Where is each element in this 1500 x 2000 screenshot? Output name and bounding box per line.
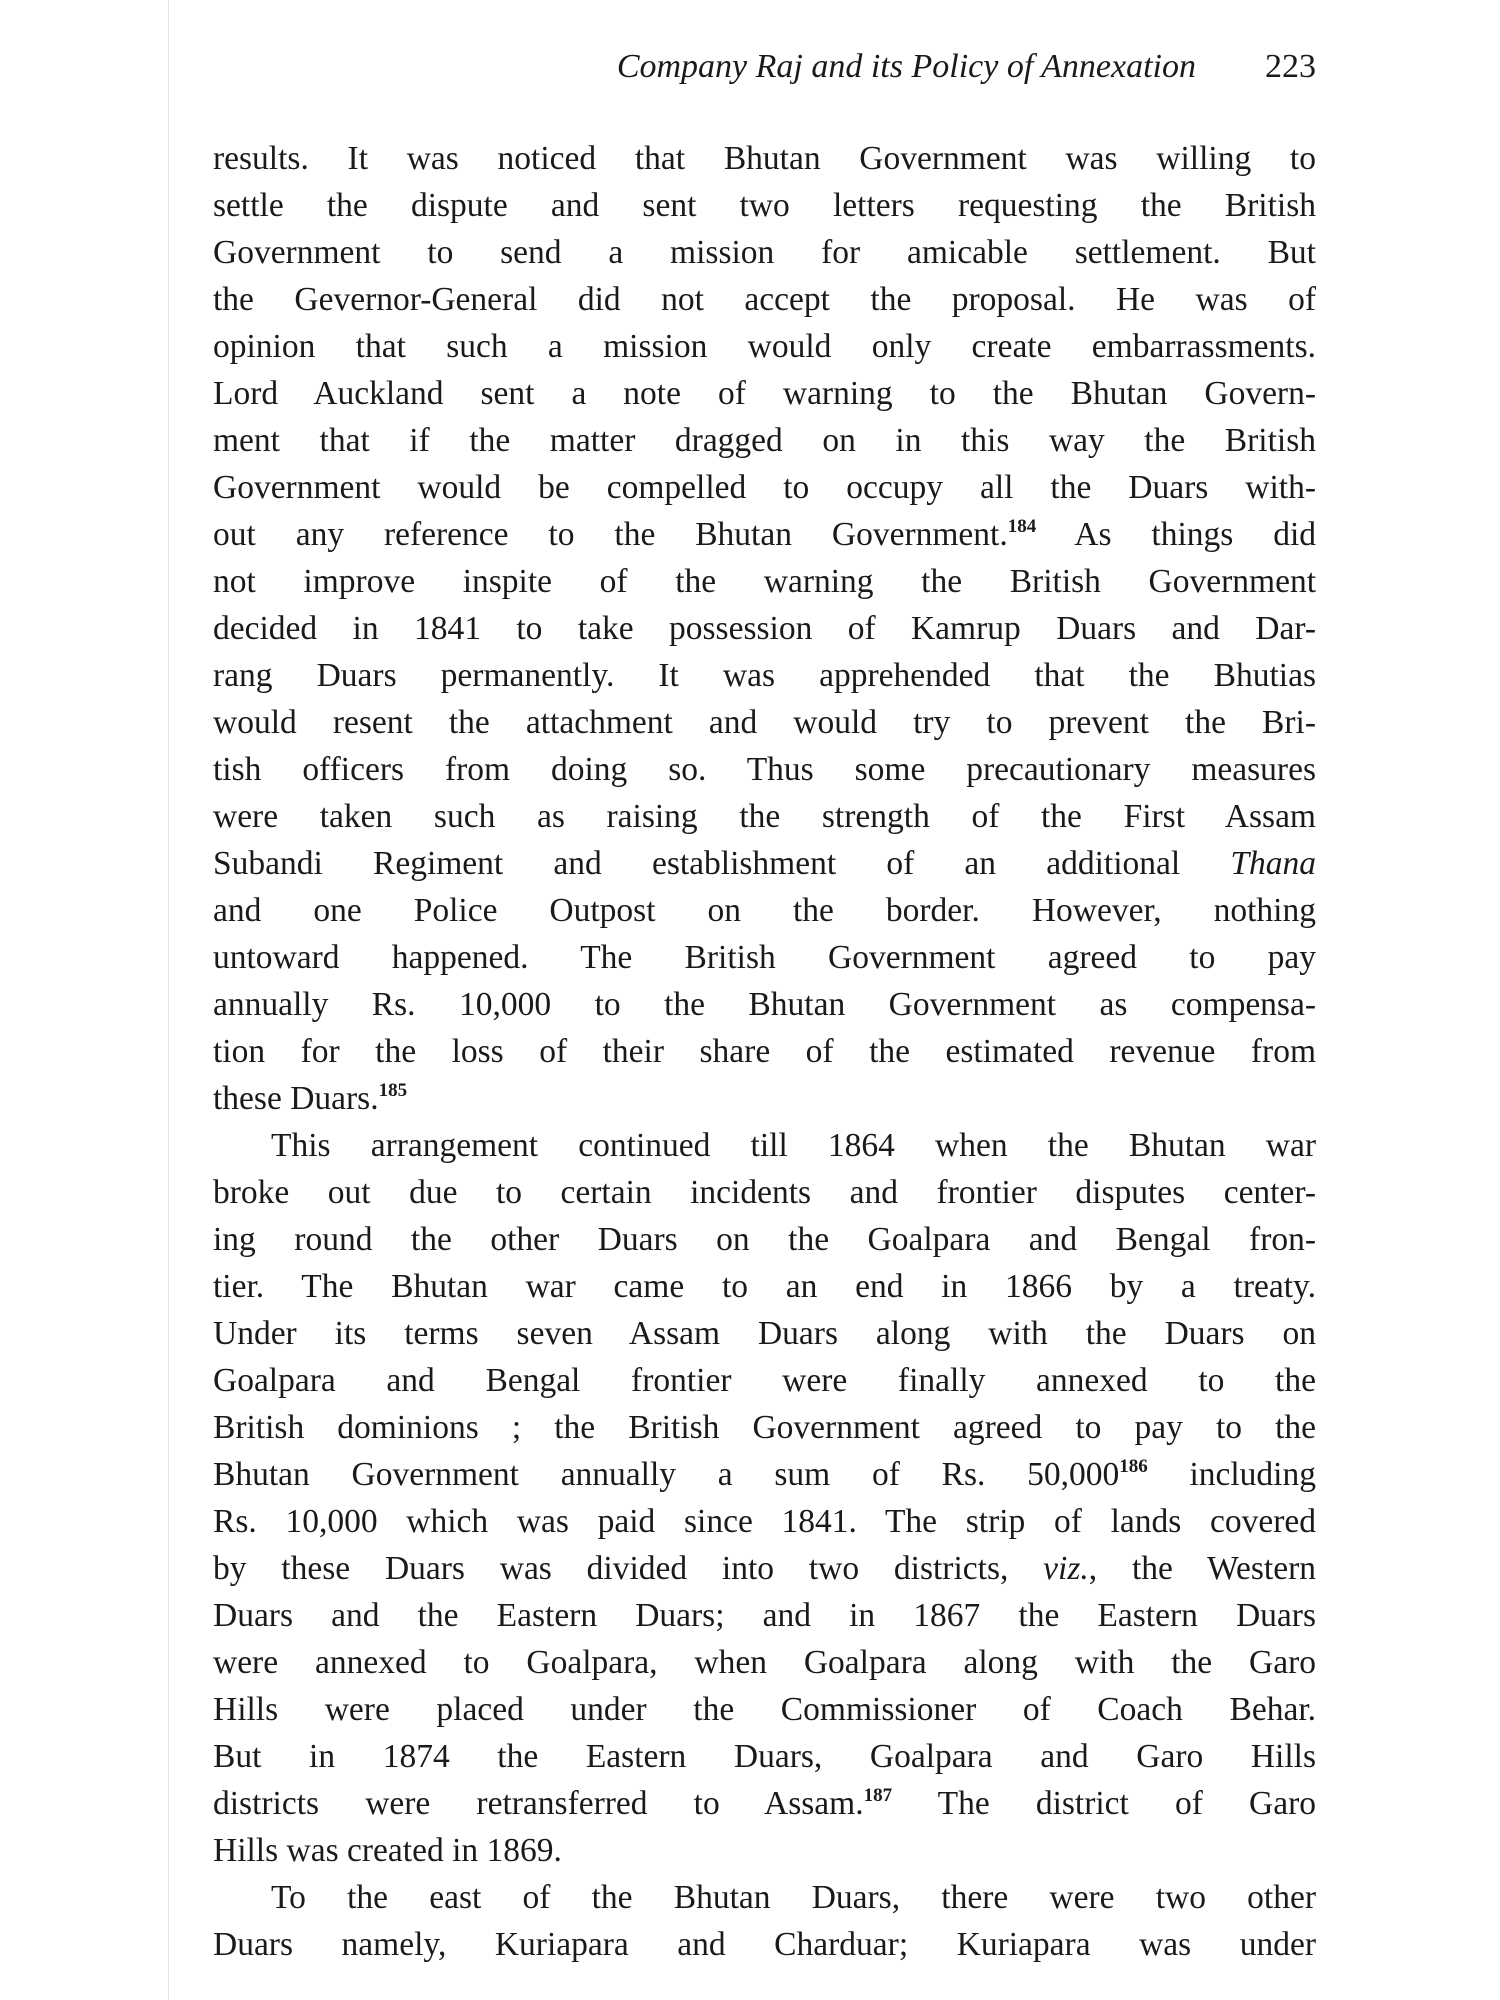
text-line — [213, 417, 1316, 464]
text-line — [213, 1122, 1316, 1169]
text-segment: Hills was created in 1869. — [213, 1832, 562, 1869]
text-line — [213, 981, 1316, 1028]
text-line — [213, 135, 1316, 182]
italic-text: viz. — [1043, 1550, 1089, 1587]
text-segment: untoward happened. The British Government agreed to pay — [213, 939, 1316, 976]
text-segment: decided in 1841 to take possession of Kamrup Duars and Dar- — [213, 610, 1316, 647]
text-line — [213, 370, 1316, 417]
text-line — [213, 1874, 1316, 1921]
text-line — [213, 1686, 1316, 1733]
text-segment: out any reference to the Bhutan Government. — [213, 516, 1008, 553]
text-line — [213, 934, 1316, 981]
text-line — [213, 511, 1316, 558]
text-segment: and one Police Outpost on the border. However, nothing — [213, 892, 1316, 929]
page-number: 223 — [1265, 48, 1316, 85]
text-segment: Duars and the Eastern Duars; and in 1867 the Eastern Duars — [213, 1597, 1316, 1634]
text-line — [213, 1498, 1316, 1545]
text-segment: Lord Auckland sent a note of warning to the Bhutan Govern- — [213, 375, 1316, 412]
text-segment: The district of Garo — [892, 1785, 1316, 1822]
text-segment: Government to send a mission for amicable settlement. But — [213, 234, 1316, 271]
text-line — [213, 1827, 1316, 1874]
text-line — [213, 746, 1316, 793]
text-line — [213, 1592, 1316, 1639]
text-segment: tion for the loss of their share of the estimated revenue from — [213, 1033, 1316, 1070]
text-line — [213, 464, 1316, 511]
body-text — [213, 135, 1316, 1968]
text-segment: results. It was noticed that Bhutan Government was willing to — [213, 140, 1316, 177]
text-segment: Subandi Regiment and establishment of an additional — [213, 845, 1231, 882]
text-segment: including — [1147, 1456, 1316, 1493]
text-segment: , the Western — [1088, 1550, 1316, 1587]
text-line — [213, 887, 1316, 934]
text-line — [213, 1404, 1316, 1451]
text-segment: As things did — [1036, 516, 1317, 553]
text-segment: broke out due to certain incidents and frontier disputes center- — [213, 1174, 1316, 1211]
text-segment: were annexed to Goalpara, when Goalpara along with the Garo — [213, 1644, 1316, 1681]
text-segment: settle the dispute and sent two letters requesting the British — [213, 187, 1316, 224]
footnote-reference: 185 — [378, 1080, 408, 1101]
text-segment: This arrangement continued till 1864 when the Bhutan war — [271, 1127, 1316, 1164]
text-segment: not improve inspite of the warning the British Government — [213, 563, 1316, 600]
text-line — [213, 605, 1316, 652]
running-title: Company Raj and its Policy of Annexation — [616, 48, 1196, 85]
text-line — [213, 1028, 1316, 1075]
text-segment: Rs. 10,000 which was paid since 1841. The strip of lands covered — [213, 1503, 1316, 1540]
text-segment: Duars namely, Kuriapara and Charduar; Kuriapara was under — [213, 1926, 1316, 1963]
text-segment: by these Duars was divided into two districts, — [213, 1550, 1044, 1587]
text-segment: tish officers from doing so. Thus some precautionary measures — [213, 751, 1316, 788]
text-segment: Under its terms seven Assam Duars along with the Duars on — [213, 1315, 1316, 1352]
text-line — [213, 1921, 1316, 1968]
text-line — [213, 699, 1316, 746]
text-segment: ing round the other Duars on the Goalpara and Bengal fron- — [213, 1221, 1316, 1258]
text-line — [213, 793, 1316, 840]
footnote-reference: 184 — [1007, 516, 1037, 537]
text-segment: opinion that such a mission would only create embarrassments. — [213, 328, 1316, 365]
text-line — [213, 558, 1316, 605]
text-segment: districts were retransferred to Assam. — [213, 1785, 864, 1822]
text-line — [213, 1075, 1316, 1122]
text-line — [213, 840, 1316, 887]
text-line — [213, 276, 1316, 323]
text-line — [213, 1639, 1316, 1686]
text-segment: rang Duars permanently. It was apprehended that the Bhutias — [213, 657, 1316, 694]
text-segment: these Duars. — [213, 1080, 379, 1117]
text-line — [213, 1780, 1316, 1827]
text-segment: the Gevernor-General did not accept the proposal. He was of — [213, 281, 1316, 318]
text-segment: tier. The Bhutan war came to an end in 1866 by a treaty. — [213, 1268, 1316, 1305]
text-line — [213, 1216, 1316, 1263]
text-segment: Hills were placed under the Commissioner of Coach Behar. — [213, 1691, 1316, 1728]
text-line — [213, 1310, 1316, 1357]
scan-page-edge — [168, 0, 169, 2000]
text-line — [213, 323, 1316, 370]
text-line — [213, 182, 1316, 229]
text-segment: annually Rs. 10,000 to the Bhutan Government as compensa- — [213, 986, 1316, 1023]
text-segment: British dominions ; the British Government agreed to pay to the — [213, 1409, 1316, 1446]
italic-text: Thana — [1230, 845, 1316, 882]
footnote-reference: 187 — [863, 1785, 893, 1806]
text-segment: would resent the attachment and would try to prevent the Bri- — [213, 704, 1316, 741]
text-segment: ment that if the matter dragged on in this way the British — [213, 422, 1316, 459]
text-segment: were taken such as raising the strength of the First Assam — [213, 798, 1316, 835]
text-line — [213, 1169, 1316, 1216]
text-line — [213, 1451, 1316, 1498]
text-segment: Bhutan Government annually a sum of Rs. 50,000 — [213, 1456, 1120, 1493]
text-line — [213, 229, 1316, 276]
text-segment: But in 1874 the Eastern Duars, Goalpara and Garo Hills — [213, 1738, 1316, 1775]
footnote-reference: 186 — [1119, 1456, 1148, 1477]
text-line — [213, 1357, 1316, 1404]
text-line — [213, 1733, 1316, 1780]
text-segment: Goalpara and Bengal frontier were finally annexed to the — [213, 1362, 1316, 1399]
text-line — [213, 1545, 1316, 1592]
page-header — [213, 48, 1316, 94]
text-segment: To the east of the Bhutan Duars, there were two other — [271, 1879, 1316, 1916]
text-line — [213, 652, 1316, 699]
text-segment: Government would be compelled to occupy all the Duars with- — [213, 469, 1316, 506]
text-line — [213, 1263, 1316, 1310]
